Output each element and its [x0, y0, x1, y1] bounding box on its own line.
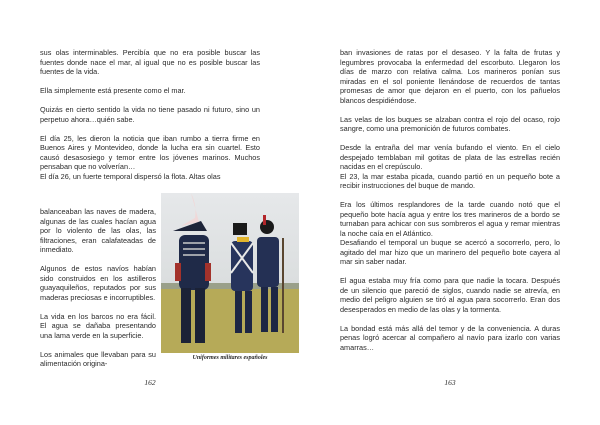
paragraph: ban invasiones de ratas por el desaseo. Y la falta de frutas y legumbres provocaba la enfermedad del escorbuto. Llegaron los días de marzo con relativa calma. Los marineros ponían sus miradas en el sol poniente llenándose de recuerdos de tantas promesas de amor que dejaron en el puerto, con los pañuelos blancos despidiéndose.: [340, 48, 560, 105]
left-text-column: [40, 48, 260, 181]
paragraph: Algunos de estos navíos habían sido construidos en los astilleros guayaquileños, reputados por sus maderas preciosas e incorruptibles.: [40, 264, 156, 302]
figure-caption: Uniformes militares españoles: [192, 355, 268, 361]
paragraph: Ella simplemente está presente como el mar.: [40, 86, 186, 95]
paragraph: Quizás en cierto sentido la vida no tiene pasado ni futuro, sino un perpetuo ahora…quién sabe.: [40, 105, 260, 124]
military-uniforms-illustration: [161, 193, 299, 353]
left-text-column-wrapped: [40, 207, 156, 378]
paragraph: El agua estaba muy fría como para que nadie la tocara. Después de un silencio que pareció de siglos, cuando nadie se atrevía, en medio del peligro alguien se tiró al agua para socorrerlo. Eran dos desesperados en medio de las olas y la tormenta.: [340, 276, 560, 314]
paragraph: balanceaban las naves de madera, algunas de las cuales hacían agua por lo violento de las olas, las filtraciones, eran calafateadas de inmediato.: [40, 207, 156, 254]
right-page: [300, 0, 600, 425]
page-number: 162: [144, 378, 156, 387]
paragraph: El día 26, un fuerte temporal dispersó la flota. Altas olas: [40, 171, 221, 181]
paragraph: El día 25, les dieron la noticia que iban rumbo a tierra firme en Buenos Aires y Montevideo, donde la lucha era sin cuartel. Esto causó desasosiego y temor entre los jóvenes marinos. Muchos pensaban que no volverían…: [40, 133, 260, 171]
paragraph: Las velas de los buques se alzaban contra el rojo del ocaso, rojo sangre, como una premonición de futuros combates.: [340, 114, 560, 133]
page-number: 163: [444, 378, 456, 387]
paragraph: Desafiando el temporal un buque se acercó a socorrerlo, pero, lo agitado del mar hizo que un marinero del pequeño bote cayera al mar sin saber nadar.: [340, 238, 560, 266]
paragraph: Desde la entraña del mar venía bufando el viento. En el cielo despejado temblaban mil gotitas de plata de las estrellas recién nacidas en el crepúsculo.: [340, 143, 560, 171]
paragraph: Era los últimos resplandores de la tarde cuando notó que el pequeño bote hacía agua y entre los tres marineros de a bordo se turnaban para achicar con sus sombreros el agua y remar mientras la noche caía en el Atlántico.: [340, 200, 560, 238]
right-text-column: [340, 48, 560, 362]
paragraph: La bondad está más allá del temor y de la conveniencia. A duras penas logró acercar al compañero al navío para izarlo con varias amarras…: [340, 323, 560, 352]
paragraph: Los animales que llevaban para su alimentación origina-: [40, 349, 156, 368]
paragraph: La vida en los barcos no era fácil. El agua se dañaba presentando una lama verde en la superficie.: [40, 311, 156, 340]
paragraph: El 23, la mar estaba picada, cuando partió en un pequeño bote a recibir instrucciones del buque de mando.: [340, 171, 560, 190]
paragraph: sus olas interminables. Percibía que no era posible buscar las fuentes donde nace el mar, al igual que no es posible buscar las fuentes de la vida.: [40, 48, 260, 76]
